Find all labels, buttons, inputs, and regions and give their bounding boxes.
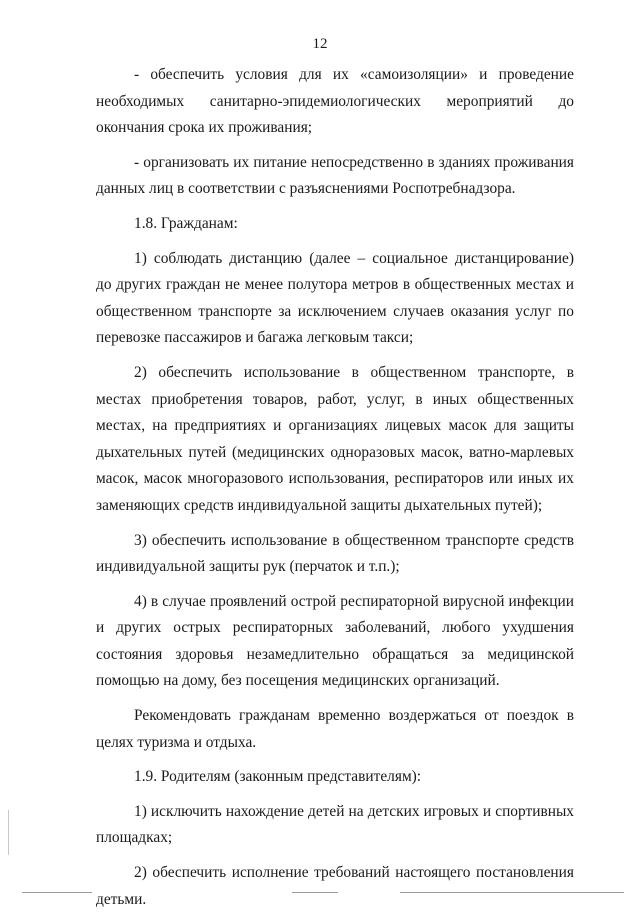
paragraph-1-9-item-2: 2) обеспечить исполнение требований настоящего постановления детьми. xyxy=(96,864,574,908)
document-body xyxy=(96,62,574,913)
section-heading-1-8: 1.8. Гражданам: xyxy=(134,214,238,232)
section-heading-1-9: 1.9. Родителям (законным представителям): xyxy=(134,768,422,786)
bottom-rule-right xyxy=(400,892,624,893)
bottom-rule-middle xyxy=(292,892,338,893)
paragraph-1-9-item-1: 1) исключить нахождение детей на детских игровых и спортивных площадках; xyxy=(96,802,574,847)
paragraph-1-8-item-2: 2) обеспечить использование в общественном транспорте, в местах приобретения товаров, работ, услуг, в иных общественных местах, на предприятиях и организациях лицевых масок для защиты дыхательных путей (медицинских одноразовых масок, ватно-марлевых масок, масок многоразового использования, респираторов или иных их заменяющих средств индивидуальной защиты дыхательных путей); xyxy=(96,363,574,514)
paragraph-1-8-item-4: 4) в случае проявлений острой респираторной вирусной инфекции и других острых респираторных заболеваний, любого ухудшения состояния здоровья незамедлительно обращаться за медицинской помощью на дому, без посещения медицинских организаций. xyxy=(96,592,574,690)
paragraph-1-8-item-1: 1) соблюдать дистанцию (далее – социальное дистанцирование) до других граждан не менее полутора метров в общественных местах и общественном транспорте за исключением случаев оказания услуг по перевозке пассажиров и багажа легковым такси; xyxy=(96,249,574,347)
paragraph-self-isolation: - обеспечить условия для их «самоизоляции» и проведение необходимых санитарно-эпидемиологических мероприятий до окончания срока их проживания; xyxy=(96,66,574,137)
scan-edge-mark xyxy=(8,810,9,855)
paragraph-meals: - организовать их питание непосредственно в зданиях проживания данных лиц в соответствии с разъяснениями Роспотребнадзора. xyxy=(96,153,574,198)
paragraph-recommendation: Рекомендовать гражданам временно воздержаться от поездок в целях туризма и отдыха. xyxy=(96,707,574,751)
bottom-rule-left xyxy=(22,892,92,893)
page-number: 12 xyxy=(312,36,328,52)
paragraph-1-8-item-3: 3) обеспечить использование в общественном транспорте средств индивидуальной защиты рук (перчаток и т.п.); xyxy=(96,531,574,576)
